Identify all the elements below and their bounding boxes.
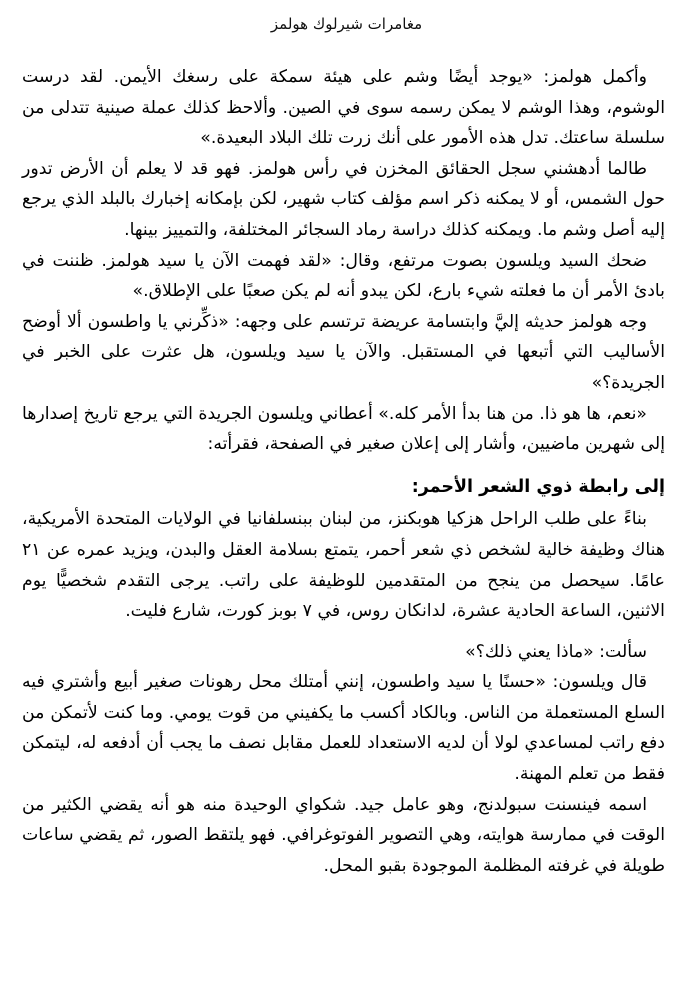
advertisement-body: بناءً على طلب الراحل هزكيا هوبكنز، من لبنان ببنسلفانيا في الولايات المتحدة الأمريكية، هناك وظيفة خالية لشخص ذي شعر أحمر، يتمتع بسلامة العقل والبدن، ويزيد عمره عن ٢١ عامًا. سيحصل من ينجح من المتقدمين للوظيفة على راتب. يرجى التقدم شخصيًّا يوم الاثنين، الساعة الحادية عشرة، لدانكان روس، في ٧ بوبز كورت، شارع فليت. bbox=[22, 509, 665, 622]
paragraph: «نعم، ها هو ذا. من هنا بدأ الأمر كله.» أعطاني ويلسون الجريدة التي يرجع تاريخ إصدارها إلى شهرين ماضيين، وأشار إلى إعلان صغير في الصفحة، فقرأته: bbox=[22, 403, 665, 455]
paragraph: قال ويلسون: «حسنًا يا سيد واطسون، إنني أمتلك محل رهونات صغير أبيع وأشتري فيه السلع المستعملة من الناس. وبالكاد أكسب ما يكفيني من قوت يومي. وما كنت لأتمكن من دفع راتب لمساعدي لولا أن لديه الاستعداد للعمل مقابل نصف ما يجب أن أدفعه له، ليتمكن فقط من تعلم المهنة. bbox=[22, 672, 665, 785]
paragraph: اسمه فينسنت سبولدنج، وهو عامل جيد. شكواي الوحيدة منه هو أنه يقضي الكثير من الوقت في ممارسة هوايته، وهي التصوير الفوتوغرافي. فهو يلتقط الصور، ثم يقضي ساعات طويلة في غرفته المظلمة الموجودة بقبو المحل. bbox=[22, 794, 665, 876]
body-text bbox=[22, 62, 665, 881]
spacer bbox=[22, 627, 665, 637]
paragraph: وأكمل هولمز: «يوجد أيضًا وشم على هيئة سمكة على رسغك الأيمن. لقد درست الوشوم، وهذا الوشم لا يمكن رسمه سوى في الصين. وألاحظ كذلك عملة صينية تتدلى من سلسلة ساعتك. تدل هذه الأمور على أنك زرت تلك البلاد البعيدة.» bbox=[22, 67, 665, 149]
paragraph: سألت: «ماذا يعني ذلك؟» bbox=[465, 641, 647, 662]
paragraph: ضحك السيد ويلسون بصوت مرتفع، وقال: «لقد فهمت الآن يا سيد هولمز. ظننت في بادئ الأمر أن ما فعلته شيء بارع، لكن يبدو أنه لم يكن صعبًا على الإطلاق.» bbox=[22, 250, 665, 302]
paragraph: طالما أدهشني سجل الحقائق المخزن في رأس هولمز. فهو قد لا يعلم أن الأرض تدور حول الشمس، أو لا يمكنه ذكر اسم مؤلف كتاب شهير، لكن بإمكانه إخبارك بالبلد الذي يرجع إليه أصل وشم ما. ويمكنه كذلك دراسة رماد السجائر المختلفة، والتمييز بينها. bbox=[22, 158, 665, 240]
advertisement bbox=[22, 472, 665, 627]
paragraph: وجه هولمز حديثه إليَّ وابتسامة عريضة ترتسم على وجهه: «ذكِّرني يا واطسون ألا أوضح الأساليب التي أتبعها في المستقبل. والآن يا سيد ويلسون، هل عثرت على الخبر في الجريدة؟» bbox=[22, 311, 665, 393]
advertisement-heading: إلى رابطة ذوي الشعر الأحمر: bbox=[411, 476, 665, 497]
running-header: مغامرات شيرلوك هولمز bbox=[270, 15, 423, 33]
